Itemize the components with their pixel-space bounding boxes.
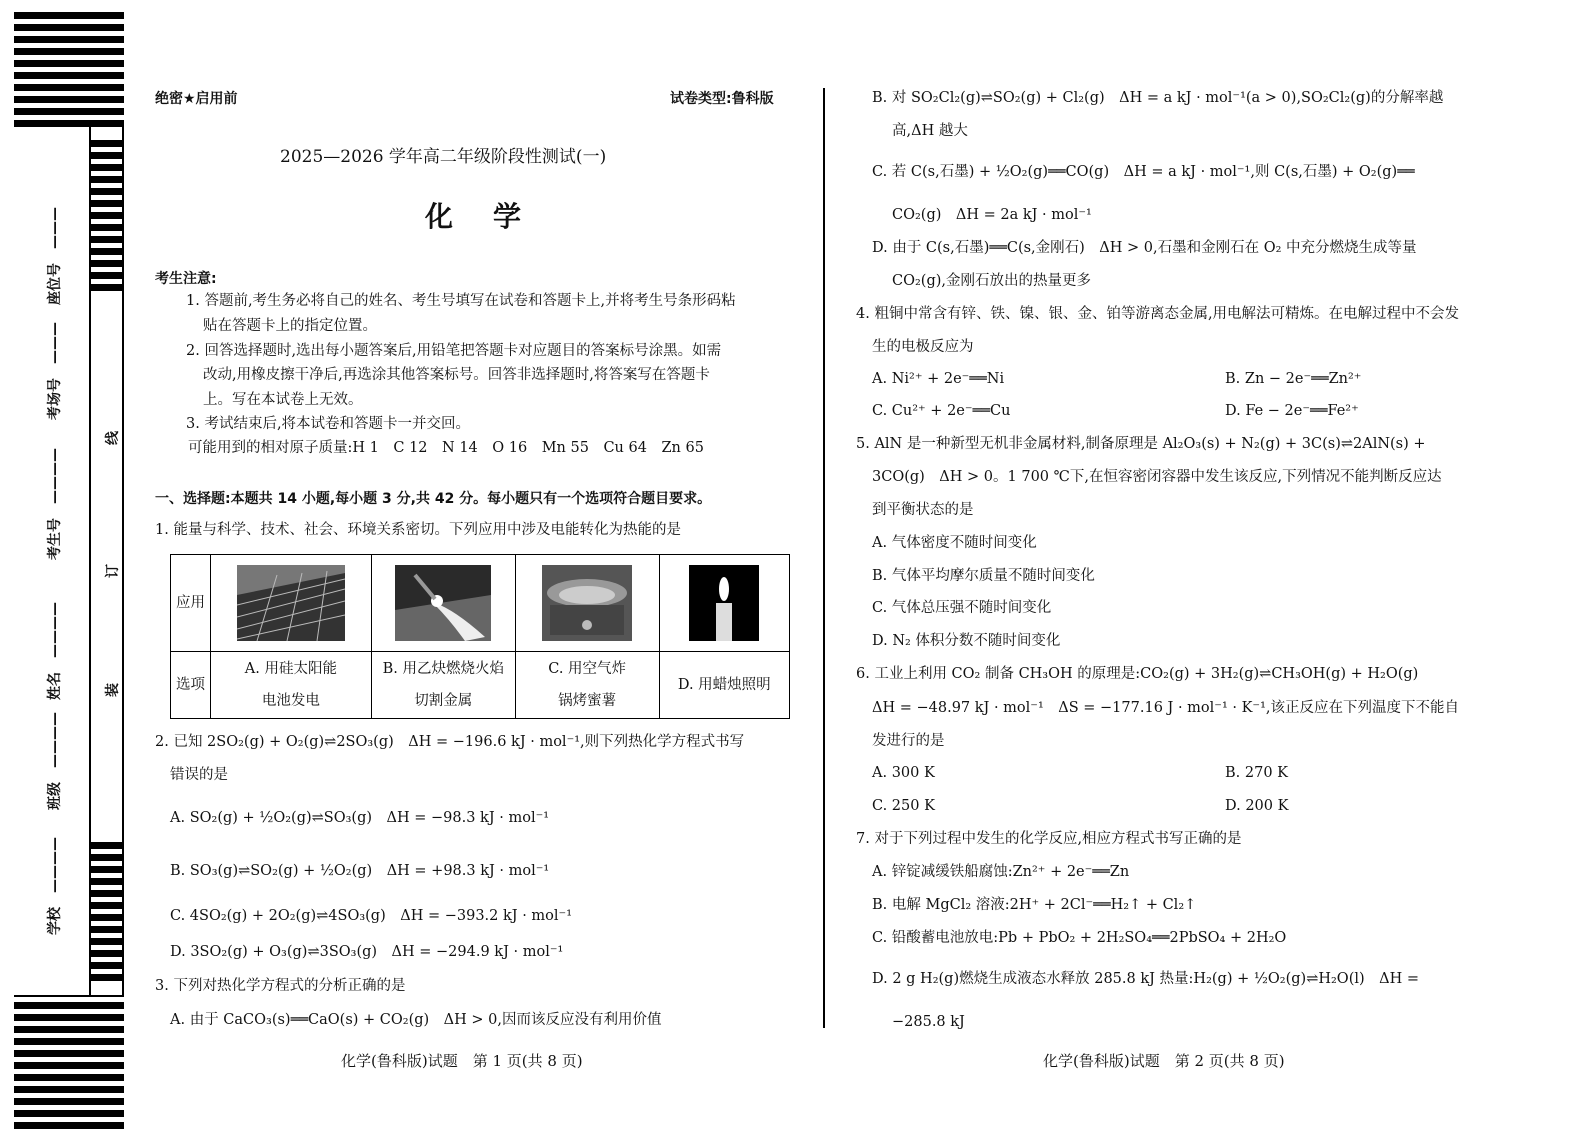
- binding-line: [14, 995, 124, 997]
- seal-stripe: [90, 164, 124, 171]
- seal-stripe: [90, 260, 124, 267]
- notice-item: 3. 考试结束后,将本试卷和答题卡一并交回。: [186, 416, 471, 432]
- notice-item: 1. 答题前,考生务必将自己的姓名、考生号填写在试卷和答题卡上,并将考生号条形码粘: [186, 293, 736, 309]
- question-3-option-D: D. 由于 C(s,石墨)══C(s,金刚石) ΔH > 0,石墨和金刚石在 O₂ 中充分燃烧生成等量: [872, 240, 1417, 256]
- barcode-stripe: [14, 1026, 124, 1033]
- question-5-cont: 到平衡状态的是: [872, 502, 974, 518]
- seal-stripe: [90, 176, 124, 183]
- row-head: 应用: [171, 555, 211, 652]
- barcode-stripe: [14, 1062, 124, 1069]
- page-footer: 化学(鲁科版)试题 第 1 页(共 8 页): [341, 1052, 583, 1070]
- school-label: 学校 ————: [47, 837, 63, 935]
- class-label: 班级 ————: [47, 712, 63, 810]
- seal-char-line: 线: [105, 431, 121, 445]
- question-6-option-C: C. 250 K: [872, 798, 935, 814]
- question-5-option-D: D. N₂ 体积分数不随时间变化: [872, 633, 1061, 649]
- barcode-stripe: [14, 1074, 124, 1081]
- barcode-stripe: [14, 1086, 124, 1093]
- question-1: 1. 能量与科学、技术、社会、环境关系密切。下列应用中涉及电能转化为热能的是: [155, 522, 681, 538]
- question-4-option-D: D. Fe − 2e⁻══Fe²⁺: [1225, 403, 1359, 419]
- question-3-option-C-cont: CO₂(g) ΔH = 2a kJ · mol⁻¹: [892, 207, 1092, 223]
- question-6-option-D: D. 200 K: [1225, 798, 1289, 814]
- seal-stripe: [90, 236, 124, 243]
- barcode-stripe: [14, 1122, 124, 1129]
- secret-label: 绝密★启用前: [155, 91, 238, 107]
- solar-panels-photo: [237, 565, 345, 641]
- question-7-option-B: B. 电解 MgCl₂ 溶液:2H⁺ + 2Cl⁻══H₂↑ + Cl₂↑: [872, 897, 1197, 913]
- barcode-stripe: [14, 1098, 124, 1105]
- question-6-option-B: B. 270 K: [1225, 765, 1288, 781]
- question-2-option-B: B. SO₃(g)⇌SO₂(g) + ½O₂(g) ΔH = +98.3 kJ · mol⁻¹: [170, 863, 550, 879]
- option-D-label: D. 用蜡烛照明: [659, 652, 789, 719]
- seat-number-label: 座位号 ———: [47, 207, 63, 305]
- question-5-option-C: C. 气体总压强不随时间变化: [872, 600, 1052, 616]
- seal-stripe: [90, 962, 124, 969]
- name-label: 姓名 ————: [47, 602, 63, 700]
- seal-stripe: [90, 866, 124, 873]
- question-5-option-A: A. 气体密度不随时间变化: [872, 535, 1037, 551]
- section-heading: 一、选择题:本题共 14 小题,每小题 3 分,共 42 分。每小题只有一个选项符合题目要求。: [155, 491, 712, 507]
- option-image-cell: [515, 555, 659, 652]
- column-divider: [823, 88, 825, 1028]
- seal-stripe: [90, 140, 124, 147]
- question-7-option-D-cont: −285.8 kJ: [892, 1014, 965, 1030]
- barcode-stripe: [14, 24, 124, 31]
- question-6-option-A: A. 300 K: [872, 765, 935, 781]
- seal-stripe: [90, 902, 124, 909]
- seal-char-pack: 装: [105, 683, 121, 697]
- barcode-stripe: [14, 1110, 124, 1117]
- notice-item: 贴在答题卡上的指定位置。: [203, 318, 377, 334]
- seal-stripe: [90, 890, 124, 897]
- question-3-option-D-cont: CO₂(g),金刚石放出的热量更多: [892, 273, 1091, 289]
- question-7: 7. 对于下列过程中发生的化学反应,相应方程式书写正确的是: [856, 831, 1242, 847]
- seal-stripe: [90, 854, 124, 861]
- air-fryer-photo: [542, 565, 632, 641]
- barcode-stripe: [14, 1038, 124, 1045]
- notice-item: 改动,用橡皮擦干净后,再选涂其他答案标号。回答非选择题时,将答案写在答题卡: [203, 367, 710, 383]
- barcode-stripe: [14, 1002, 124, 1009]
- row-head: 选项: [171, 652, 211, 719]
- seal-stripe: [90, 224, 124, 231]
- option-image-cell: [371, 555, 515, 652]
- seal-stripe: [90, 926, 124, 933]
- question-3-option-C: C. 若 C(s,石墨) + ½O₂(g)══CO(g) ΔH = a kJ · mol⁻¹,则 C(s,石墨) + O₂(g)══: [872, 164, 1415, 180]
- question-4-option-C: C. Cu²⁺ + 2e⁻══Cu: [872, 403, 1011, 419]
- option-C-label: C. 用空气炸 锅烤蜜薯: [515, 652, 659, 719]
- seal-stripe: [90, 284, 124, 291]
- barcode-stripe: [14, 36, 124, 43]
- question-4-cont: 生的电极反应为: [872, 339, 974, 355]
- seal-stripe: [90, 974, 124, 981]
- question-3-option-B-cont: 高,ΔH 越大: [892, 123, 968, 139]
- question-2-option-C: C. 4SO₂(g) + 2O₂(g)⇌4SO₃(g) ΔH = −393.2 kJ · mol⁻¹: [170, 908, 573, 924]
- seal-stripe: [90, 200, 124, 207]
- barcode-stripe: [14, 48, 124, 55]
- question-2-option-D: D. 3SO₂(g) + O₃(g)⇌3SO₃(g) ΔH = −294.9 kJ · mol⁻¹: [170, 944, 564, 960]
- option-A-label: A. 用硅太阳能 电池发电: [211, 652, 372, 719]
- barcode-stripe: [14, 96, 124, 103]
- seal-stripe: [90, 272, 124, 279]
- barcode-stripe: [14, 60, 124, 67]
- page-footer: 化学(鲁科版)试题 第 2 页(共 8 页): [1043, 1052, 1285, 1070]
- seal-stripe: [90, 248, 124, 255]
- candle-photo: [689, 565, 759, 641]
- question-7-option-D: D. 2 g H₂(g)燃烧生成液态水释放 285.8 kJ 热量:H₂(g) + ½O₂(g)⇌H₂O(l) ΔH =: [872, 971, 1420, 987]
- question-6: 6. 工业上利用 CO₂ 制备 CH₃OH 的原理是:CO₂(g) + 3H₂(g)⇌CH₃OH(g) + H₂O(g): [856, 666, 1419, 682]
- question-6-cont: ΔH = −48.97 kJ · mol⁻¹ ΔS = −177.16 J · mol⁻¹ · K⁻¹,该正反应在下列温度下不能自: [872, 700, 1459, 716]
- barcode-stripe: [14, 120, 124, 127]
- option-image-cell: [211, 555, 372, 652]
- exam-title: 2025—2026 学年高二年级阶段性测试(一): [280, 147, 607, 167]
- barcode-stripe: [14, 12, 124, 19]
- seal-char-bind: 订: [105, 564, 121, 578]
- binding-strip: [0, 0, 130, 1138]
- candidate-number-label: 考生号 ————: [47, 448, 63, 560]
- barcode-stripe: [14, 72, 124, 79]
- notice-title: 考生注意:: [155, 271, 217, 287]
- seal-stripe: [90, 914, 124, 921]
- subject-title: 化 学: [425, 200, 528, 233]
- seal-stripe: [90, 938, 124, 945]
- notice-item: 2. 回答选择题时,选出每小题答案后,用铅笔把答题卡对应题目的答案标号涂黑。如需: [186, 343, 722, 359]
- cutting-flame-photo: [395, 565, 491, 641]
- question-5: 5. AlN 是一种新型无机非金属材料,制备原理是 Al₂O₃(s) + N₂(g) + 3C(s)⇌2AlN(s) +: [856, 436, 1426, 452]
- question-6-cont: 发进行的是: [872, 733, 945, 749]
- seal-stripe: [90, 152, 124, 159]
- question-3: 3. 下列对热化学方程式的分析正确的是: [155, 978, 406, 994]
- question-3-option-B: B. 对 SO₂Cl₂(g)⇌SO₂(g) + Cl₂(g) ΔH = a kJ · mol⁻¹(a > 0),SO₂Cl₂(g)的分解率越: [872, 90, 1444, 106]
- option-B-label: B. 用乙炔燃烧火焰 切割金属: [371, 652, 515, 719]
- question-4-option-A: A. Ni²⁺ + 2e⁻══Ni: [872, 371, 1005, 387]
- barcode-stripe: [14, 108, 124, 115]
- seal-stripe: [90, 950, 124, 957]
- question-2-cont: 错误的是: [170, 767, 228, 783]
- barcode-stripe: [14, 1050, 124, 1057]
- seal-stripe: [90, 842, 124, 849]
- seal-stripe: [90, 188, 124, 195]
- option-image-cell: [659, 555, 789, 652]
- question-5-cont: 3CO(g) ΔH > 0。1 700 ℃下,在恒容密闭容器中发生该反应,下列情况不能判断反应达: [872, 469, 1442, 485]
- question-1-table: [170, 554, 790, 719]
- question-4-option-B: B. Zn − 2e⁻══Zn²⁺: [1225, 371, 1362, 387]
- question-2: 2. 已知 2SO₂(g) + O₂(g)⇌2SO₃(g) ΔH = −196.6 kJ · mol⁻¹,则下列热化学方程式书写: [155, 734, 745, 750]
- seal-stripe: [90, 878, 124, 885]
- exam-room-label: 考场号 ———: [47, 322, 63, 420]
- atomic-masses: 可能用到的相对原子质量:H 1 C 12 N 14 O 16 Mn 55 Cu 64 Zn 65: [188, 440, 704, 456]
- barcode-stripe: [14, 1014, 124, 1021]
- question-7-option-C: C. 铅酸蓄电池放电:Pb + PbO₂ + 2H₂SO₄══2PbSO₄ + 2H₂O: [872, 930, 1287, 946]
- question-7-option-A: A. 锌锭减缓铁船腐蚀:Zn²⁺ + 2e⁻══Zn: [872, 864, 1130, 880]
- question-2-option-A: A. SO₂(g) + ½O₂(g)⇌SO₃(g) ΔH = −98.3 kJ · mol⁻¹: [170, 810, 550, 826]
- notice-item: 上。写在本试卷上无效。: [203, 392, 363, 408]
- question-5-option-B: B. 气体平均摩尔质量不随时间变化: [872, 568, 1095, 584]
- question-4: 4. 粗铜中常含有锌、铁、镍、银、金、铂等游离态金属,用电解法可精炼。在电解过程中不会发: [856, 306, 1460, 322]
- question-3-option-A: A. 由于 CaCO₃(s)══CaO(s) + CO₂(g) ΔH > 0,因而该反应没有利用价值: [170, 1012, 662, 1028]
- barcode-stripe: [14, 84, 124, 91]
- paper-type: 试卷类型:鲁科版: [670, 91, 774, 107]
- seal-stripe: [90, 212, 124, 219]
